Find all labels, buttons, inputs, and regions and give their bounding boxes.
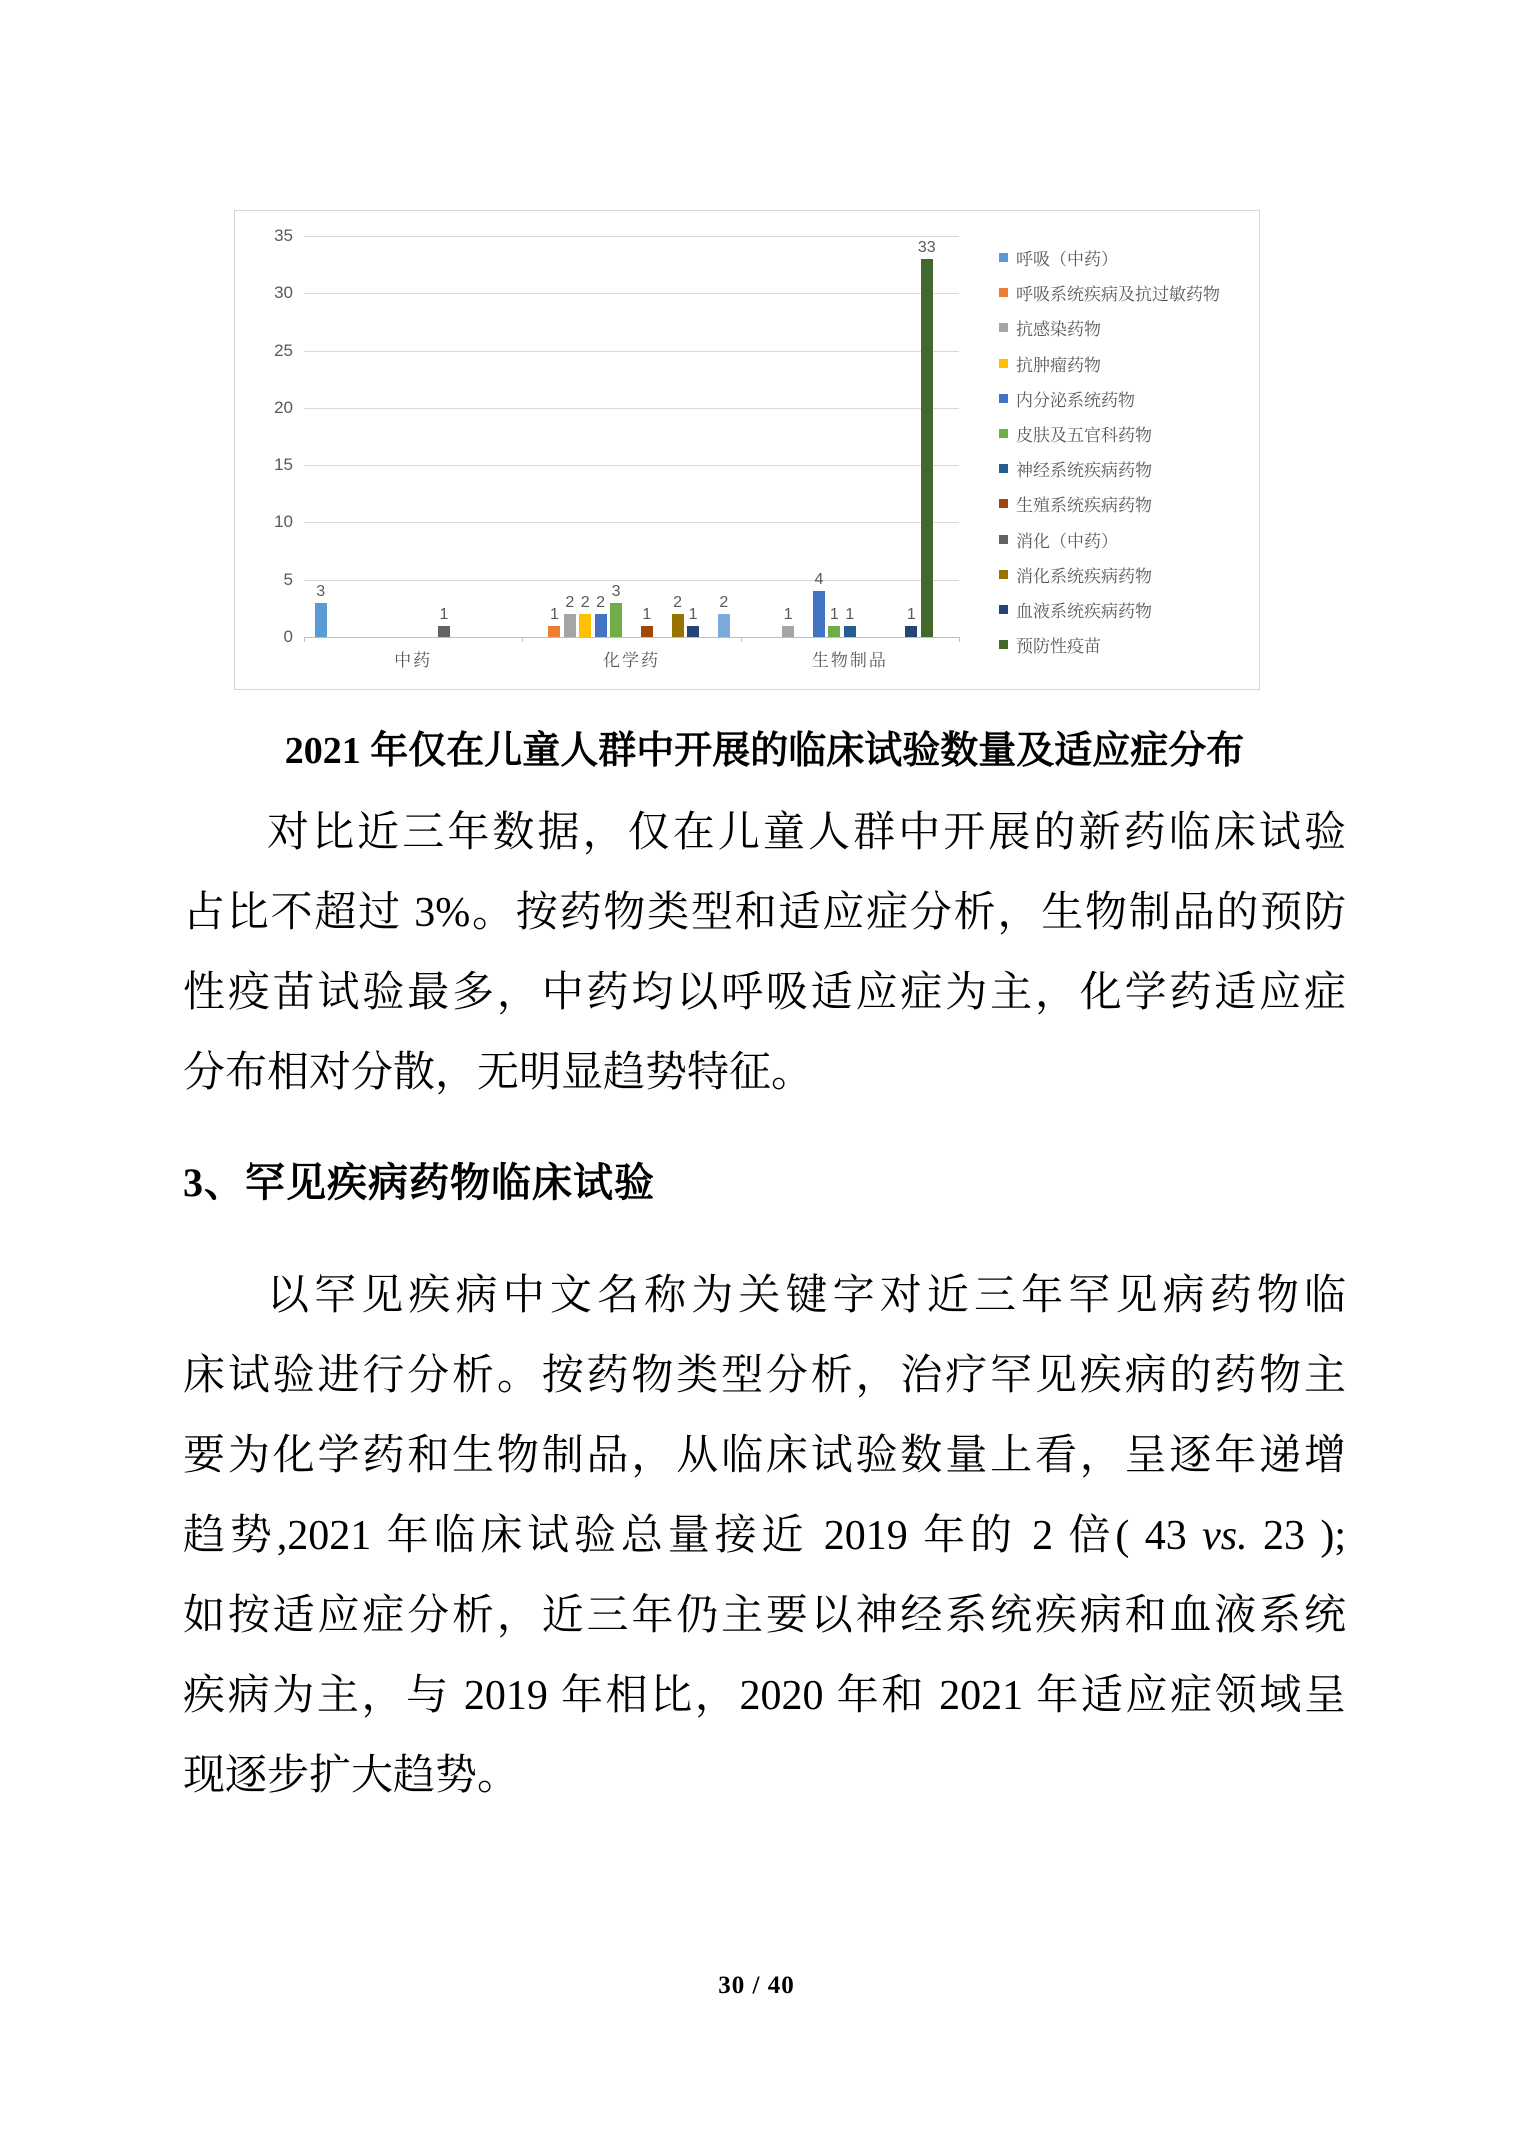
bar-c1-s1 bbox=[548, 626, 560, 637]
gridline bbox=[304, 236, 959, 237]
paragraph-line: 疾病为主，与 2019 年相比，2020 年和 2021 年适应症领域呈 bbox=[183, 1673, 1346, 1719]
axis-tick bbox=[741, 637, 742, 642]
legend-item bbox=[999, 562, 1152, 587]
axis-tick bbox=[522, 637, 523, 642]
y-axis-tick-label: 5 bbox=[283, 569, 293, 589]
legend-item bbox=[999, 597, 1152, 622]
section-heading: 3、罕见疾病药物临床试验 bbox=[183, 1160, 655, 1205]
legend-label: 消化系统疾病药物 bbox=[1016, 566, 1152, 586]
bar-c1-s7 bbox=[641, 626, 653, 637]
text-segment: 23 ); bbox=[1247, 1513, 1346, 1559]
bar-c2-s5 bbox=[828, 626, 840, 637]
legend-swatch bbox=[999, 605, 1008, 614]
x-axis-line bbox=[304, 637, 959, 638]
y-axis-tick-label: 0 bbox=[283, 627, 293, 646]
bar-value-label: 1 bbox=[845, 605, 855, 623]
legend-item bbox=[999, 351, 1101, 376]
legend-swatch bbox=[999, 429, 1008, 438]
bar-value-label: 2 bbox=[565, 594, 575, 612]
x-axis-category-label: 生物制品 bbox=[811, 651, 888, 670]
legend-label: 抗肿瘤药物 bbox=[1016, 355, 1101, 375]
y-axis-tick-label: 10 bbox=[274, 512, 293, 532]
paragraph-line: 要为化学药和生物制品，从临床试验数量上看，呈逐年递增 bbox=[183, 1433, 1346, 1479]
y-axis-tick-label: 20 bbox=[274, 397, 293, 417]
page-number: 30 / 40 bbox=[718, 1972, 795, 1999]
bar-c1-s2 bbox=[564, 614, 576, 637]
italic-text: vs. bbox=[1202, 1513, 1248, 1559]
legend-label: 生殖系统疾病药物 bbox=[1016, 496, 1152, 516]
legend-item bbox=[999, 280, 1220, 305]
legend-label: 血液系统疾病药物 bbox=[1016, 602, 1152, 621]
paragraph-line bbox=[183, 1496, 1346, 1576]
legend-item bbox=[999, 491, 1152, 516]
bar-value-label: 4 bbox=[814, 571, 824, 589]
bar-value-label: 1 bbox=[549, 605, 559, 623]
bar-value-label: 1 bbox=[829, 605, 839, 623]
gridline bbox=[304, 465, 959, 466]
legend-item bbox=[999, 386, 1135, 411]
bar-value-label: 2 bbox=[673, 594, 683, 612]
y-axis-tick-label: 25 bbox=[274, 340, 293, 360]
paragraph-line: 占比不超过 3%。按药物类型和适应症分析，生物制品的预防 bbox=[183, 890, 1346, 936]
bar-chart bbox=[234, 210, 1260, 690]
legend-swatch bbox=[999, 394, 1008, 403]
axis-tick bbox=[304, 637, 305, 642]
bar-value-label: 3 bbox=[611, 582, 621, 600]
bar-c1-s4 bbox=[595, 614, 607, 637]
legend-item bbox=[999, 315, 1101, 340]
bar-c1-s12 bbox=[718, 614, 730, 637]
paragraph-line: 以罕见疾病中文名称为关键字对近三年罕见病药物临 bbox=[267, 1273, 1346, 1319]
bar-value-label: 1 bbox=[642, 605, 652, 623]
legend-label: 内分泌系统药物 bbox=[1016, 390, 1135, 410]
legend-label: 呼吸系统疾病及抗过敏药物 bbox=[1016, 285, 1220, 305]
legend-label: 皮肤及五官科药物 bbox=[1016, 426, 1152, 445]
gridline bbox=[304, 522, 959, 523]
bar-value-label: 1 bbox=[783, 605, 793, 623]
legend-item bbox=[999, 527, 1118, 552]
paragraph-line: 现逐步扩大趋势。 bbox=[183, 1753, 520, 1799]
paragraph-line: 如按适应症分析，近三年仍主要以神经系统疾病和血液系统 bbox=[183, 1593, 1346, 1639]
bar-c1-s10 bbox=[687, 626, 699, 637]
legend-label: 消化（中药） bbox=[1016, 531, 1118, 551]
legend-label: 抗感染药物 bbox=[1016, 320, 1101, 340]
paragraph-2 bbox=[183, 1256, 1346, 1816]
legend-item bbox=[999, 456, 1152, 481]
legend-swatch bbox=[999, 253, 1008, 262]
y-axis-tick-label: 35 bbox=[274, 226, 293, 245]
bar-value-label: 1 bbox=[906, 605, 916, 623]
chart-caption: 2021 年仅在儿童人群中开展的临床试验数量及适应症分布 bbox=[284, 730, 1245, 772]
legend-swatch bbox=[999, 570, 1008, 579]
axis-tick bbox=[959, 637, 960, 642]
x-axis-category-label: 化学药 bbox=[603, 651, 660, 670]
gridline bbox=[304, 408, 959, 409]
legend-swatch bbox=[999, 464, 1008, 473]
bar-value-label: 1 bbox=[688, 605, 698, 623]
legend-swatch bbox=[999, 323, 1008, 332]
legend-label: 预防性疫苗 bbox=[1016, 637, 1101, 657]
legend-swatch bbox=[999, 640, 1008, 649]
gridline bbox=[304, 580, 959, 581]
text-segment: 趋势,2021 年临床试验总量接近 2019 年的 2 倍( 43 bbox=[183, 1513, 1203, 1559]
paragraph-line: 对比近三年数据，仅在儿童人群中开展的新药临床试验 bbox=[267, 810, 1346, 856]
gridline bbox=[304, 351, 959, 352]
legend-swatch bbox=[999, 499, 1008, 508]
legend-label: 神经系统疾病药物 bbox=[1016, 461, 1152, 481]
bar-value-label: 33 bbox=[917, 238, 936, 256]
bar-c0-s8 bbox=[438, 626, 450, 637]
legend-label: 呼吸（中药） bbox=[1016, 250, 1118, 269]
bar-c2-s6 bbox=[844, 626, 856, 637]
bar-value-label: 3 bbox=[316, 582, 326, 600]
bar-c2-s2 bbox=[782, 626, 794, 637]
bar-value-label: 2 bbox=[719, 594, 729, 612]
bar-value-label: 2 bbox=[580, 594, 590, 612]
bar-value-label: 2 bbox=[596, 594, 606, 612]
paragraph-line: 性疫苗试验最多，中药均以呼吸适应症为主，化学药适应症 bbox=[183, 970, 1346, 1016]
x-axis-category-label: 中药 bbox=[394, 651, 433, 670]
legend-item bbox=[999, 421, 1152, 446]
y-axis-tick-label: 30 bbox=[274, 283, 293, 303]
gridline bbox=[304, 293, 959, 294]
y-axis-tick-label: 15 bbox=[274, 455, 293, 475]
paragraph-1 bbox=[183, 793, 1346, 1113]
paragraph-line: 床试验进行分析。按药物类型分析，治疗罕见疾病的药物主 bbox=[183, 1353, 1346, 1399]
paragraph-line: 分布相对分散，无明显趋势特征。 bbox=[183, 1050, 814, 1096]
legend-swatch bbox=[999, 288, 1008, 297]
bar-c2-s11 bbox=[921, 259, 933, 637]
bar-c1-s5 bbox=[610, 603, 622, 637]
bar-value-label: 1 bbox=[439, 605, 449, 623]
bar-c2-s10 bbox=[905, 626, 917, 637]
bar-c0-s0 bbox=[315, 603, 327, 637]
bar-c1-s3 bbox=[579, 614, 591, 637]
legend-swatch bbox=[999, 535, 1008, 544]
legend-item bbox=[999, 245, 1118, 270]
legend-item bbox=[999, 632, 1101, 657]
legend-swatch bbox=[999, 359, 1008, 368]
